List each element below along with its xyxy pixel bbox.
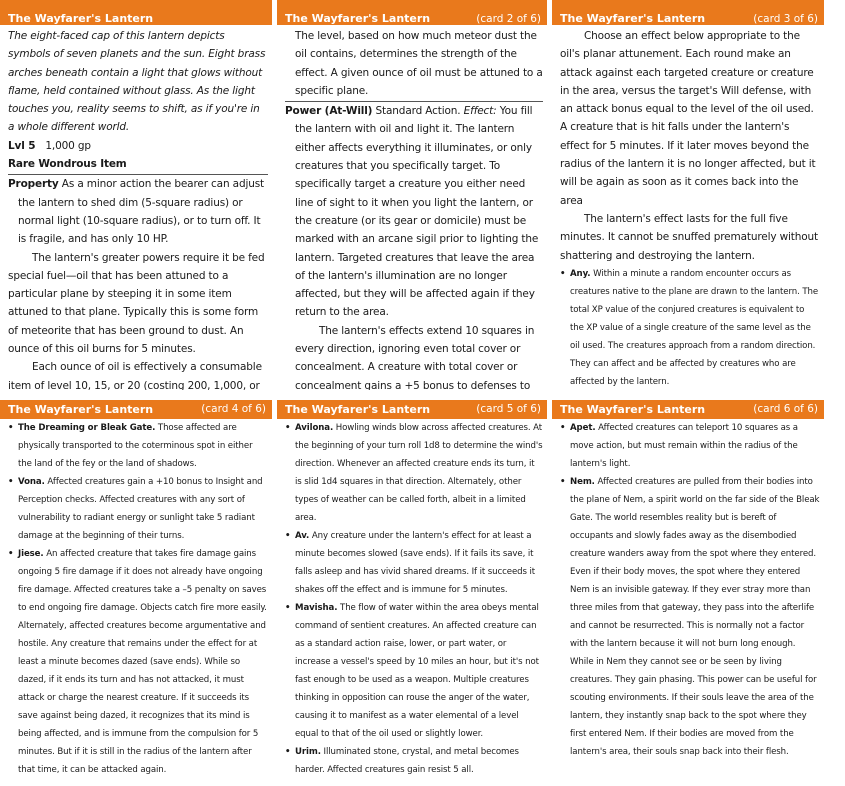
power-text: You fill the lantern with oil and light it. The lantern either affects everything it illuminates, or only creatures that you specifically target. To specifically target a creature you either need line of sight to it when you light the lantern, or the creature (or its gear or domicile) must be marked with an arcane sigil prior to lighting the lantern. Targeted creatures that leave the area of the lantern's illumination are no longer affected, but they will be affected again if they return to the area. [295,105,539,319]
effect-label: Effect: [463,105,497,118]
card-header [0,400,272,419]
bullet-icon: • [560,268,566,279]
rarity: Rare Wondrous Item [8,158,127,171]
paragraph: The lantern's effect lasts for the full five minutes. It cannot be snuffed prematurely without shattering and destroying the lantern. [560,212,819,262]
bullet-item [285,419,543,527]
bullet-text: Affected creatures can teleport 10 squares as a move action, but must remain within the radius of the lantern's light. [570,423,798,469]
card-1 [0,0,272,390]
bullet-text: Affected creatures are pulled from their bodies into the plane of Nem, a spirit world on the far side of the Bleak Gate. The world resembles reality but is bereft of occupants and slowly fades away as the disembodied creature wanders away from the spot where they entered. Even if their body moves, the spot where they entered Nem is an invisible gateway. If they ever stray more than three miles from that gateway, they pass into the afterlife and cannot be resurrected. This is normally not a factor with the lantern because it will not burn long enough. While in Nem they cannot see or be seen by living creatures. They gain phasing. This power can be useful for scouting environments. If their souls leave the area of the lantern, they instantly snap back to the spot where they first entered Nem. If their bodies are moved from the lantern's area, their souls snap back into their flesh. [570,477,820,757]
paragraph: The lantern's effects extend 10 squares in every direction, ignoring even total cover or concealment. A creature with total cover or concealment gains a +5 bonus to defenses to [295,324,535,390]
bullet-name: Mavisha. [295,603,338,613]
card-number: (card 4 of 6) [201,403,266,415]
card-number: (card 3 of 6) [753,13,818,25]
card-header [552,400,824,419]
card-number: (card 5 of 6) [476,403,541,415]
bullet-name: Urim. [295,747,321,757]
bullet-icon: • [8,423,14,433]
card-number: (card 6 of 6) [753,403,818,415]
card-body [277,25,547,390]
price: 1,000 gp [45,139,91,152]
power-paragraph [285,102,543,322]
bullet-text: The flow of water within the area obeys mental command of sentient creatures. An affected creature can as a standard action raise, lower, or part water, or increase a vessel's speed by 10 miles an hour, but it's not fast enough to be used as a weapon. Multiple creatures thinking in opposition can rouse the anger of the water, causing it to manifest as a water elemental of a level equal to that of the oil used or slightly lower. [295,603,539,739]
bullet-text: Those affected are physically transported to the coterminous spot in either the land of the fey or the land of shadows. [18,423,253,469]
bullet-item [560,265,820,390]
card-4 [0,400,272,786]
bullet-icon: • [560,423,566,433]
card-body [552,419,824,761]
card-5 [277,400,547,786]
level-label: Lvl 5 [8,139,36,152]
paragraph: Choose an effect below appropriate to the oil's planar attunement. Each round make an attack against each targeted creature or creature in the area, versus the target's Will defense, with an attack bonus equal to the level of the oil used. A creature that is hit falls under the lantern's effect for 5 minutes. If it later moves beyond the radius of the lantern it is no longer affected, but it will be again as soon as it comes back into the area [560,30,816,207]
card-body [0,419,272,779]
bullet-icon: • [560,477,566,487]
bullet-name: Apet. [570,423,596,433]
bullet-item [8,419,268,473]
bullet-icon: • [8,549,14,559]
card-header [277,400,547,419]
intro-paragraph: The level, based on how much meteor dust the oil contains, determines the strength of the effect. A given ounce of oil must be attuned to a specific plane. [295,30,543,97]
bullet-name: Avilona. [295,423,334,433]
card-title: The Wayfarer's Lantern [285,403,431,416]
power-action: Standard Action. [375,105,461,118]
bullet-text: An affected creature that takes fire damage gains ongoing 5 fire damage if it does not already have ongoing fire damage. Affected creatures take a –5 penalty on saves to end ongoing fire damage. Objects catch fire more easily. Alternately, affected creatures become argumentative and hostile. Any creature that remains under the effect for at least a minute becomes dazed (save ends). While so dazed, if it ends its turn and has not attacked, it must attack or charge the nearest creature. If it succeeds its save against being dazed, it recognizes that its mind is being affected, and is immune from the compulsion for 5 minutes. But if it is still in the radius of the lantern after that time, it can be attacked again. [18,549,267,775]
bullet-item [560,419,820,473]
bullet-name: Vona. [18,477,45,487]
bullet-text: Illuminated stone, crystal, and metal becomes harder. Affected creatures gain resist 5 all. [295,747,519,775]
card-title: The Wayfarer's Lantern [285,12,431,25]
property-label: Property [8,178,59,191]
property-text: As a minor action the bearer can adjust the lantern to shed dim (5-square radius) or normal light (10-square radius), or to turn off. It is fragile, and has only 10 HP. [18,178,265,246]
card-body [277,419,547,779]
bullet-name: Av. [295,531,310,541]
bullet-text: Within a minute a random encounter occurs as creatures native to the plane are drawn to the lantern. The total XP value of the conjured creatures is equivalent to the XP value of a single creature of the same level as the oil used. The creatures approach from a random direction. They can affect and be affected by creatures who are affected by the lantern. [570,268,819,387]
bullet-item [285,527,543,599]
card-title: The Wayfarer's Lantern [8,403,154,416]
paragraph: Each ounce of oil is effectively a consumable item of level 10, 15, or 20 (costing 200, 1,000, or [8,361,262,390]
bullet-icon: • [285,747,291,757]
card-header [0,0,272,25]
bullet-item [8,545,268,779]
bullet-icon: • [285,531,291,541]
card-body [0,25,272,390]
bullet-name: Nem. [570,477,595,487]
card-6 [552,400,824,786]
bullet-item [285,599,543,743]
flavor-text: The eight-faced cap of this lantern depicts symbols of seven planets and the sun. Eight brass arches beneath contain a light that glows without flame, held contained without glass. As the light touches you, reality seems to shift, as if you're in a whole different world. [8,30,266,134]
card-3 [552,0,824,390]
card-number: (card 2 of 6) [476,13,541,25]
card-title: The Wayfarer's Lantern [8,12,154,25]
card-title: The Wayfarer's Lantern [560,12,706,25]
bullet-icon: • [285,603,291,613]
bullet-text: Affected creatures gain a +10 bonus to Insight and Perception checks. Affected creatures with any sort of vulnerability to radiant energy or sunlight take 5 radiant damage at the beginning of their turns. [18,477,263,541]
card-2 [277,0,547,390]
bullet-text: Howling winds blow across affected creatures. At the beginning of your turn roll 1d8 to determine the wind's direction. Whenever an affected creature ends its turn, it is slid 1d4 squares in that direction. Alternately, other types of weather can be called forth, albeit in a limited area. [295,423,543,523]
bullet-name: Jiese. [18,549,44,559]
bullet-text: Any creature under the lantern's effect for at least a minute becomes slowed (save ends). If it fails its save, it falls asleep and has vivid shared dreams. If it succeeds it shakes off the effect and is immune for 5 minutes. [295,531,536,595]
bullet-icon: • [8,477,14,487]
paragraph: The lantern's greater powers require it be fed special fuel—oil that has been attuned to a particular plane by steeping it in some item attuned to that plane. Typically this is some form of meteorite that has been ground to dust. An ounce of this oil burns for 5 minutes. [8,251,265,356]
bullet-item [8,473,268,545]
bullet-icon: • [285,423,291,433]
level-line [8,137,268,155]
card-title: The Wayfarer's Lantern [560,403,706,416]
property-paragraph [8,175,268,248]
card-header [277,0,547,25]
bullet-name: The Dreaming or Bleak Gate. [18,423,156,433]
bullet-item [285,743,543,779]
power-label: Power (At-Will) [285,105,373,118]
card-header [552,0,824,25]
bullet-item [560,473,820,761]
card-body [552,25,824,390]
bullet-name: Any. [570,268,591,279]
